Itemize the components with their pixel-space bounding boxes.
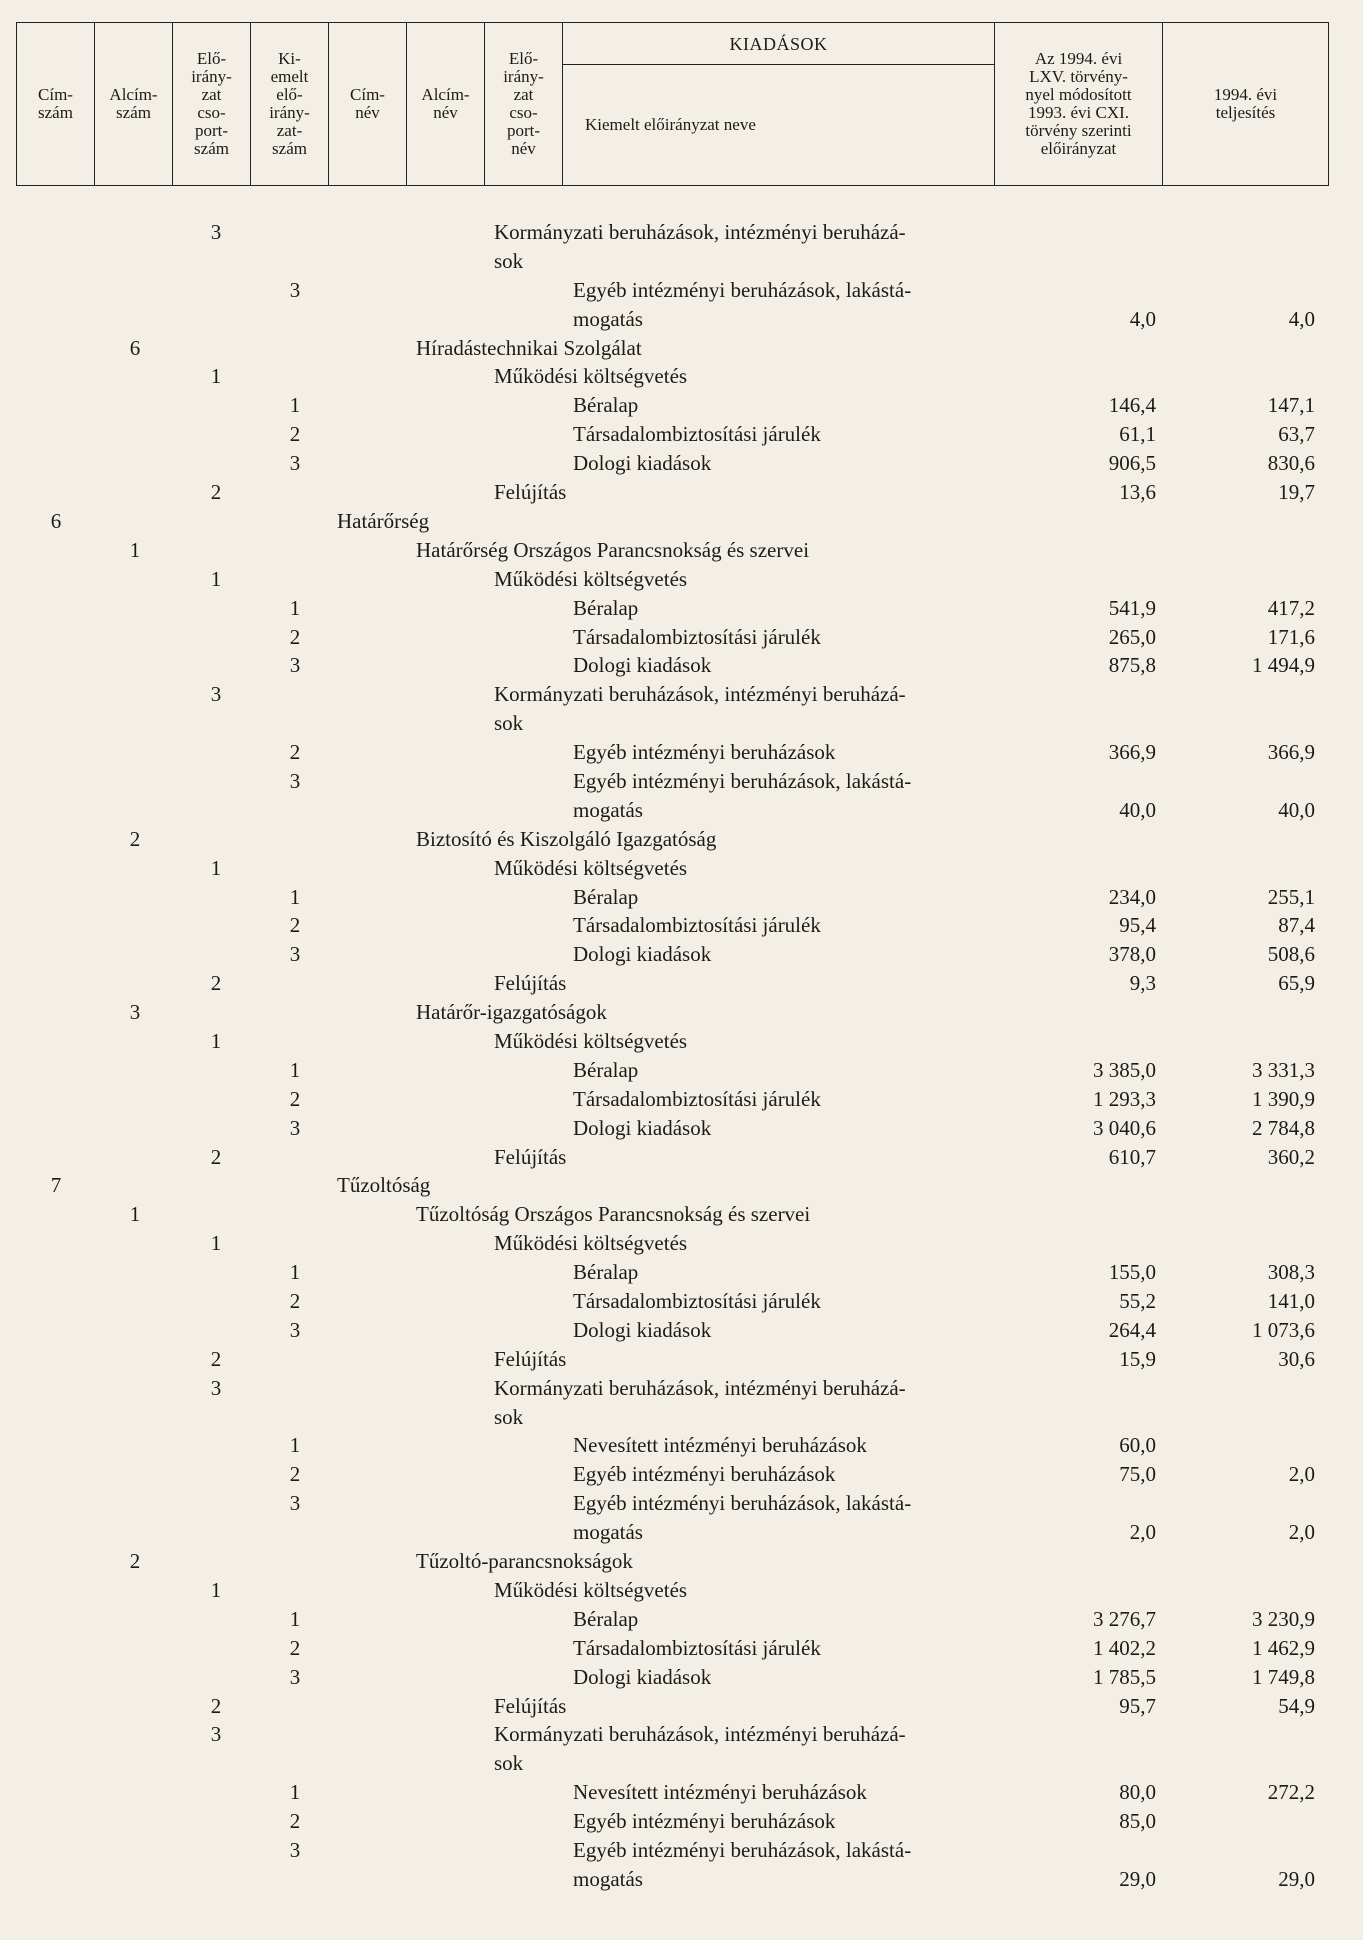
table-row (0, 478, 1363, 507)
csop-name-cell: Felújítás (494, 971, 567, 996)
kiem-name-cell: Társadalombiztosítási járulék (573, 1086, 821, 1111)
header-cimnev: Cím- név (329, 23, 407, 185)
kiem-name-cell: Béralap (573, 595, 639, 620)
table-row (0, 1143, 1363, 1172)
table-row (0, 1027, 1363, 1056)
table-row (0, 854, 1363, 883)
kiemelt-szam-cell: 1 (289, 1780, 301, 1805)
table-row (0, 1460, 1363, 1489)
kiemelt-szam-cell: 1 (289, 1057, 301, 1082)
csoportszam-cell: 1 (210, 1029, 222, 1053)
alcimszam-cell: 3 (129, 1000, 141, 1025)
table-row (0, 1663, 1363, 1692)
teljesites-value: 360,2 (1267, 1144, 1315, 1169)
csop-name-cell: Felújítás (494, 480, 567, 505)
teljesites-value: 30,6 (1278, 1346, 1315, 1371)
table-row (0, 1056, 1363, 1085)
teljesites-value: 830,6 (1267, 451, 1315, 476)
csoportszam-cell: 2 (210, 1693, 222, 1718)
eloiranyzat-value: 60,0 (1119, 1433, 1156, 1458)
header-kiemelt-eloiranyzat-neve: Kiemelt előirányzat neve (563, 65, 995, 185)
alcim-name-cell: Biztosító és Kiszolgáló Igazgatóság (416, 826, 717, 851)
teljesites-value: 63,7 (1278, 422, 1315, 447)
csoportszam-cell: 2 (210, 1144, 222, 1169)
eloiranyzat-value: 1 293,3 (1093, 1086, 1156, 1111)
alcim-name-cell: Határőrség Országos Parancsnokság és szervei (416, 537, 810, 562)
teljesites-value: 1 749,8 (1252, 1664, 1315, 1689)
teljesites-value: 141,0 (1267, 1289, 1315, 1314)
kiemelt-szam-cell: 2 (289, 740, 301, 765)
kiem-name-cell: Egyéb intézményi beruházások (573, 1462, 836, 1487)
alcim-name-cell: Tűzoltó-parancsnokságok (416, 1549, 633, 1574)
eloiranyzat-value: 80,0 (1119, 1780, 1156, 1805)
teljesites-value: 171,6 (1267, 624, 1315, 649)
kiemelt-szam-cell: 3 (289, 942, 301, 967)
kiemelt-szam-cell: 3 (289, 1664, 301, 1689)
table-row (0, 1374, 1363, 1432)
teljesites-value: 1 073,6 (1252, 1317, 1315, 1342)
table-row (0, 565, 1363, 594)
alcim-name-cell: Határőr-igazgatóságok (416, 1000, 607, 1025)
teljesites-value: 3 230,9 (1252, 1606, 1315, 1631)
table-row (0, 391, 1363, 420)
table-row (0, 1720, 1363, 1778)
csoportszam-cell: 2 (210, 1346, 222, 1371)
table-row (0, 594, 1363, 623)
csop-name-cell: Kormányzati beruházások, intézményi beruházá- sok (494, 220, 906, 273)
csoportszam-cell: 3 (210, 1722, 222, 1747)
teljesites-value: 366,9 (1267, 740, 1315, 765)
teljesites-value: 1 390,9 (1252, 1086, 1315, 1111)
table-row (0, 1345, 1363, 1374)
kiemelt-szam-cell: 2 (289, 1086, 301, 1111)
csoportszam-cell: 1 (210, 566, 222, 591)
table-row (0, 1778, 1363, 1807)
kiem-name-cell: Egyéb intézményi beruházások, lakástá- mogatás (573, 1491, 912, 1545)
teljesites-value: 4,0 (1288, 306, 1315, 331)
table-row (0, 449, 1363, 478)
teljesites-value: 29,0 (1278, 1866, 1315, 1891)
table-row (0, 507, 1363, 536)
table-row (0, 1576, 1363, 1605)
csoportszam-cell: 1 (210, 1577, 222, 1602)
table-row (0, 1258, 1363, 1287)
csop-name-cell: Kormányzati beruházások, intézményi beruházá- sok (494, 682, 906, 736)
eloiranyzat-value: 378,0 (1108, 942, 1156, 967)
table-row (0, 1316, 1363, 1345)
kiem-name-cell: Nevesített intézményi beruházások (573, 1780, 867, 1805)
eloiranyzat-value: 610,7 (1108, 1144, 1156, 1169)
csop-name-cell: Kormányzati beruházások, intézményi beruházá- sok (494, 1722, 906, 1776)
kiemelt-szam-cell: 1 (289, 1606, 301, 1631)
table-row (0, 940, 1363, 969)
eloiranyzat-value: 55,2 (1119, 1289, 1156, 1314)
kiemelt-szam-cell: 2 (289, 1635, 301, 1660)
kiemelt-szam-cell: 1 (289, 1433, 301, 1458)
alcimszam-cell: 2 (129, 1549, 141, 1574)
table-row (0, 1807, 1363, 1836)
eloiranyzat-value: 29,0 (1119, 1866, 1156, 1891)
table-row (0, 883, 1363, 912)
teljesites-value: 19,7 (1278, 480, 1315, 505)
table-row (0, 1692, 1363, 1721)
teljesites-value: 2,0 (1288, 1520, 1315, 1545)
table-body (0, 218, 1363, 1894)
alcimszam-cell: 1 (129, 537, 141, 562)
csoportszam-cell: 3 (210, 220, 222, 244)
kiemelt-szam-cell: 3 (289, 277, 301, 302)
teljesites-value: 147,1 (1267, 393, 1315, 418)
kiem-name-cell: Béralap (573, 1260, 639, 1285)
header-teljesites: 1994. évi teljesítés (1213, 85, 1278, 122)
csop-name-cell: Működési költségvetés (494, 1029, 688, 1053)
table-row (0, 911, 1363, 940)
eloiranyzat-value: 85,0 (1119, 1809, 1156, 1834)
eloiranyzat-value: 4,0 (1129, 306, 1156, 331)
header-eloiranyzat-csoportnev: Elő- irány- zat cso- port- név (485, 23, 563, 185)
kiemelt-szam-cell: 3 (289, 451, 301, 476)
kiemelt-szam-cell: 3 (289, 768, 301, 793)
eloiranyzat-value: 95,4 (1119, 913, 1156, 938)
kiemelt-szam-cell: 2 (289, 1289, 301, 1314)
table-row (0, 1229, 1363, 1258)
eloiranyzat-value: 264,4 (1108, 1317, 1156, 1342)
eloiranyzat-value: 9,3 (1129, 971, 1156, 996)
kiemelt-szam-cell: 3 (289, 1491, 301, 1516)
teljesites-value: 87,4 (1278, 913, 1315, 938)
header-alcimszam: Alcím- szám (95, 23, 173, 185)
kiem-name-cell: Béralap (573, 884, 639, 909)
eloiranyzat-value: 906,5 (1108, 451, 1156, 476)
teljesites-value: 3 331,3 (1252, 1057, 1315, 1082)
header-modositott-eloiranyzat: Az 1994. évi LXV. törvény- nyel módosított 1993. évi CXI. törvény szerinti előirányzat (995, 23, 1163, 185)
eloiranyzat-value: 61,1 (1119, 422, 1156, 447)
kiemelt-szam-cell: 2 (289, 422, 301, 447)
teljesites-value: 1 462,9 (1252, 1635, 1315, 1660)
header-cimszam: Cím- szám (17, 23, 95, 185)
kiemelt-szam-cell: 1 (289, 595, 301, 620)
eloiranyzat-value: 146,4 (1108, 393, 1156, 418)
eloiranyzat-value: 3 040,6 (1093, 1115, 1156, 1140)
table-row (0, 680, 1363, 738)
kiem-name-cell: Társadalombiztosítási járulék (573, 1635, 821, 1660)
kiem-name-cell: Társadalombiztosítási járulék (573, 913, 821, 938)
teljesites-value: 54,9 (1278, 1693, 1315, 1718)
table-row (0, 623, 1363, 652)
teljesites-value: 65,9 (1278, 971, 1315, 996)
header-kiadasok: KIADÁSOK (563, 23, 995, 65)
csoportszam-cell: 1 (210, 364, 222, 389)
csoportszam-cell: 1 (210, 855, 222, 880)
eloiranyzat-value: 1 785,5 (1093, 1664, 1156, 1689)
kiemelt-szam-cell: 2 (289, 624, 301, 649)
kiem-name-cell: Dologi kiadások (573, 1317, 712, 1342)
csop-name-cell: Működési költségvetés (494, 364, 688, 389)
csoportszam-cell: 1 (210, 1231, 222, 1256)
eloiranyzat-value: 13,6 (1119, 480, 1156, 505)
eloiranyzat-value: 155,0 (1108, 1260, 1156, 1285)
teljesites-value: 255,1 (1267, 884, 1315, 909)
table-row (0, 738, 1363, 767)
alcimszam-cell: 1 (129, 1202, 141, 1227)
kiemelt-szam-cell: 3 (289, 653, 301, 678)
kiemelt-szam-cell: 3 (289, 1837, 301, 1862)
table-row (0, 1287, 1363, 1316)
kiemelt-szam-cell: 3 (289, 1317, 301, 1342)
eloiranyzat-value: 366,9 (1108, 740, 1156, 765)
kiem-name-cell: Dologi kiadások (573, 1664, 712, 1689)
table-row (0, 420, 1363, 449)
alcimszam-cell: 2 (129, 826, 141, 851)
csop-name-cell: Felújítás (494, 1346, 567, 1371)
csoportszam-cell: 3 (210, 682, 222, 707)
csop-name-cell: Működési költségvetés (494, 566, 688, 591)
teljesites-value: 40,0 (1278, 797, 1315, 822)
table-row (0, 1171, 1363, 1200)
kiemelt-szam-cell: 2 (289, 1462, 301, 1487)
eloiranyzat-value: 3 385,0 (1093, 1057, 1156, 1082)
csoportszam-cell: 2 (210, 971, 222, 996)
kiem-name-cell: Társadalombiztosítási járulék (573, 422, 821, 447)
kiem-name-cell: Dologi kiadások (573, 653, 712, 678)
csop-name-cell: Kormányzati beruházások, intézményi beruházá- sok (494, 1375, 906, 1429)
kiemelt-szam-cell: 1 (289, 884, 301, 909)
table-row (0, 825, 1363, 854)
kiemelt-szam-cell: 3 (289, 1115, 301, 1140)
kiem-name-cell: Nevesített intézményi beruházások (573, 1433, 867, 1458)
kiemelt-szam-cell: 2 (289, 1809, 301, 1834)
csop-name-cell: Működési költségvetés (494, 1577, 688, 1602)
eloiranyzat-value: 15,9 (1119, 1346, 1156, 1371)
table-row (0, 1547, 1363, 1576)
teljesites-value: 272,2 (1267, 1780, 1315, 1805)
csoportszam-cell: 3 (210, 1375, 222, 1400)
eloiranyzat-value: 1 402,2 (1093, 1635, 1156, 1660)
kiem-name-cell: Béralap (573, 1057, 639, 1082)
eloiranyzat-value: 541,9 (1108, 595, 1156, 620)
table-row (0, 767, 1363, 825)
eloiranyzat-value: 234,0 (1108, 884, 1156, 909)
kiem-name-cell: Egyéb intézményi beruházások, lakástá- mogatás (573, 768, 912, 822)
eloiranyzat-value: 2,0 (1129, 1520, 1156, 1545)
cimszam-cell: 6 (50, 508, 62, 533)
eloiranyzat-value: 95,7 (1119, 1693, 1156, 1718)
table-row (0, 334, 1363, 363)
eloiranyzat-value: 40,0 (1119, 797, 1156, 822)
table-row (0, 1085, 1363, 1114)
kiem-name-cell: Dologi kiadások (573, 942, 712, 967)
kiem-name-cell: Társadalombiztosítási járulék (573, 1289, 821, 1314)
kiem-name-cell: Béralap (573, 1606, 639, 1631)
cimszam-cell: 7 (50, 1173, 62, 1198)
table-row (0, 218, 1363, 276)
table-row (0, 1634, 1363, 1663)
kiemelt-szam-cell: 2 (289, 913, 301, 938)
table-row (0, 651, 1363, 680)
cim-name-cell: Tűzoltóság (337, 1173, 431, 1198)
kiem-name-cell: Dologi kiadások (573, 1115, 712, 1140)
alcimszam-cell: 6 (129, 335, 141, 360)
kiem-name-cell: Dologi kiadások (573, 451, 712, 476)
table-row (0, 998, 1363, 1027)
alcim-name-cell: Híradástechnikai Szolgálat (416, 335, 642, 360)
teljesites-value: 2,0 (1288, 1462, 1315, 1487)
teljesites-value: 508,6 (1267, 942, 1315, 967)
kiemelt-szam-cell: 1 (289, 1260, 301, 1285)
table-row (0, 1200, 1363, 1229)
table-row (0, 1605, 1363, 1634)
header-alcimnev: Alcím- név (407, 23, 485, 185)
alcim-name-cell: Tűzoltóság Országos Parancsnokság és szervei (416, 1202, 811, 1227)
table-header (16, 22, 1329, 186)
kiem-name-cell: Egyéb intézményi beruházások, lakástá- mogatás (573, 1837, 912, 1891)
teljesites-value: 308,3 (1267, 1260, 1315, 1285)
table-row (0, 1114, 1363, 1143)
teljesites-value: 1 494,9 (1252, 653, 1315, 678)
eloiranyzat-value: 3 276,7 (1093, 1606, 1156, 1631)
table-row (0, 1431, 1363, 1460)
kiem-name-cell: Egyéb intézményi beruházások, lakástá- mogatás (573, 277, 912, 331)
teljesites-value: 2 784,8 (1252, 1115, 1315, 1140)
table-row (0, 969, 1363, 998)
kiemelt-szam-cell: 1 (289, 393, 301, 418)
cim-name-cell: Határőrség (337, 508, 430, 533)
csop-name-cell: Felújítás (494, 1144, 567, 1169)
kiem-name-cell: Egyéb intézményi beruházások (573, 1809, 836, 1834)
table-row (0, 1489, 1363, 1547)
header-kiemelt-eloiranyzat-szam: Ki- emelt elő- irány- zat- szám (251, 23, 329, 185)
table-row (0, 276, 1363, 334)
table-row (0, 1836, 1363, 1894)
csop-name-cell: Felújítás (494, 1693, 567, 1718)
kiem-name-cell: Egyéb intézményi beruházások (573, 740, 836, 765)
eloiranyzat-value: 265,0 (1108, 624, 1156, 649)
csoportszam-cell: 2 (210, 480, 222, 505)
kiem-name-cell: Társadalombiztosítási járulék (573, 624, 821, 649)
eloiranyzat-value: 75,0 (1119, 1462, 1156, 1487)
table-row (0, 362, 1363, 391)
csop-name-cell: Működési költségvetés (494, 1231, 688, 1256)
eloiranyzat-value: 875,8 (1108, 653, 1156, 678)
table-row (0, 536, 1363, 565)
header-eloiranyzat-csoportszam: Elő- irány- zat cso- port- szám (173, 23, 251, 185)
teljesites-value: 417,2 (1267, 595, 1315, 620)
kiem-name-cell: Béralap (573, 393, 639, 418)
csop-name-cell: Működési költségvetés (494, 855, 688, 880)
